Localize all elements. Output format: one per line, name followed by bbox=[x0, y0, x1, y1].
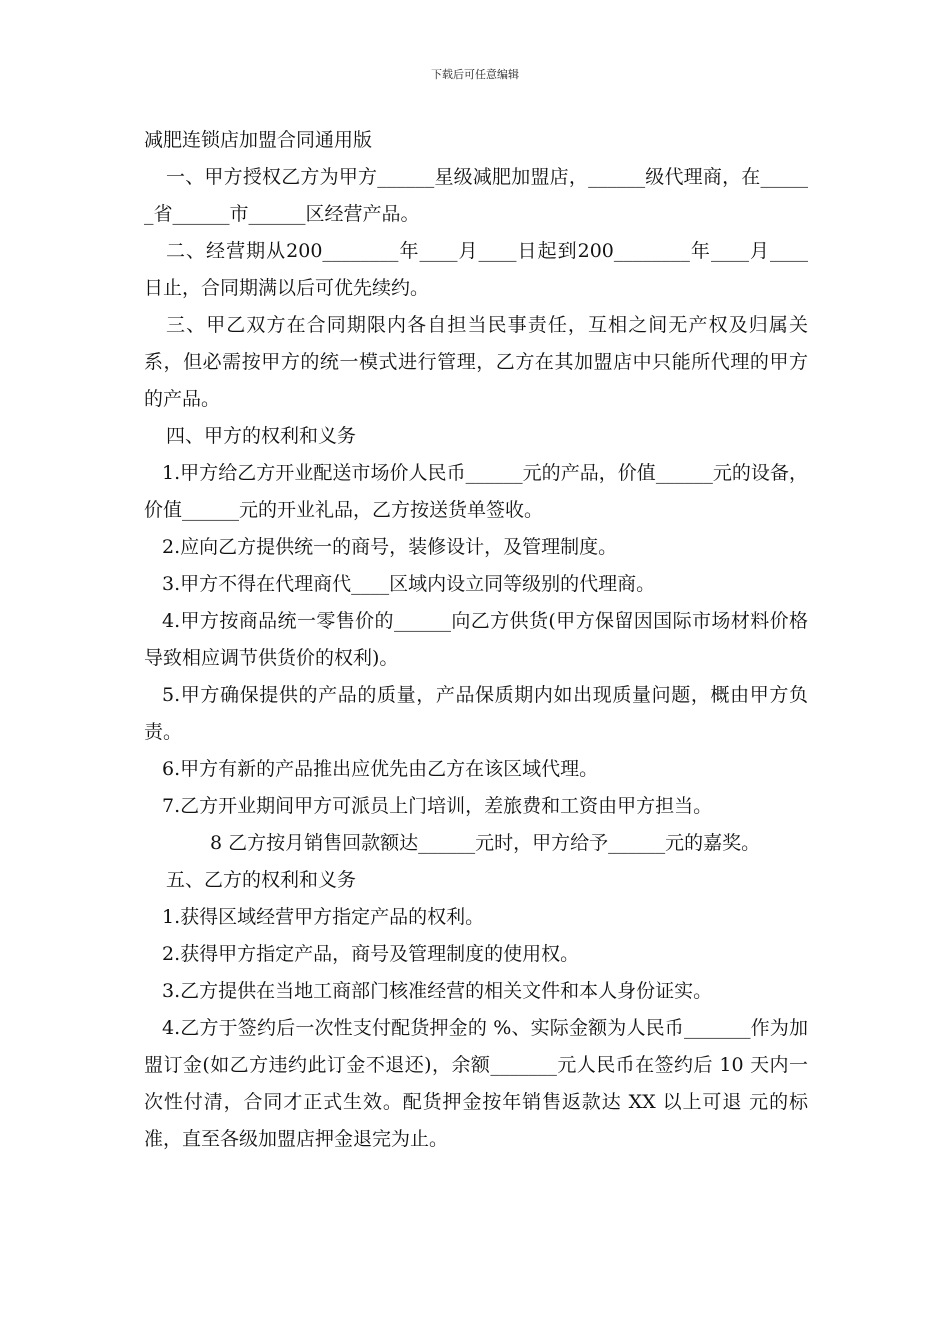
contract-document bbox=[144, 122, 808, 1158]
party-a-item-4: 4.甲方按商品统一零售价的______向乙方供货(甲方保留因国际市场材料价格导致相应调节供货价的权利)。 bbox=[144, 610, 808, 669]
section-heading-party-b: 五、乙方的权利和义务 bbox=[166, 869, 357, 891]
section-heading-party-a: 四、甲方的权利和义务 bbox=[166, 425, 357, 447]
clause-1-authorization: 一、甲方授权乙方为甲方______星级减肥加盟店，______级代理商，在______省______市______区经营产品。 bbox=[144, 166, 808, 225]
party-b-item-1: 1.获得区域经营甲方指定产品的权利。 bbox=[162, 906, 485, 928]
party-b-item-2: 2.获得甲方指定产品，商号及管理制度的使用权。 bbox=[162, 943, 580, 965]
clause-3-responsibility: 三、甲乙双方在合同期限内各自担当民事责任，互相之间无产权及归属关系，但必需按甲方的统一模式进行管理，乙方在其加盟店中只能所代理的甲方的产品。 bbox=[144, 314, 808, 410]
party-a-item-2: 2.应向乙方提供统一的商号，装修设计，及管理制度。 bbox=[162, 536, 618, 558]
party-a-item-1: 1.甲方给乙方开业配送市场价人民币______元的产品，价值______元的设备，价值______元的开业礼品，乙方按送货单签收。 bbox=[144, 462, 808, 521]
party-a-item-5: 5.甲方确保提供的产品的质量，产品保质期内如出现质量问题，概由甲方负责。 bbox=[144, 684, 808, 743]
party-b-item-4: 4.乙方于签约后一次性支付配货押金的 %、实际金额为人民币_______作为加盟订金(如乙方违约此订金不退还)，余额_______元人民币在签约后 10 天内一次性付清，合同才正式生效。配货押金按年销售返款达 XX 以上可退 元的标准，直至各级加盟店押金退完为止。 bbox=[144, 1017, 808, 1150]
party-a-item-6: 6.甲方有新的产品推出应优先由乙方在该区域代理。 bbox=[162, 758, 599, 780]
party-a-item-7: 7.乙方开业期间甲方可派员上门培训，差旅费和工资由甲方担当。 bbox=[162, 795, 713, 817]
page-header: 下载后可任意编辑 bbox=[431, 68, 519, 81]
party-a-item-8: 8 乙方按月销售回款额达______元时，甲方给予______元的嘉奖。 bbox=[210, 832, 761, 854]
document-title: 减肥连锁店加盟合同通用版 bbox=[144, 129, 373, 151]
party-b-item-3: 3.乙方提供在当地工商部门核准经营的相关文件和本人身份证实。 bbox=[162, 980, 713, 1002]
clause-2-term: 二、经营期从200________年____月____日起到200________年____月____日止，合同期满以后可优先续约。 bbox=[144, 240, 808, 299]
party-a-item-3: 3.甲方不得在代理商代____区域内设立同等级别的代理商。 bbox=[162, 573, 656, 595]
